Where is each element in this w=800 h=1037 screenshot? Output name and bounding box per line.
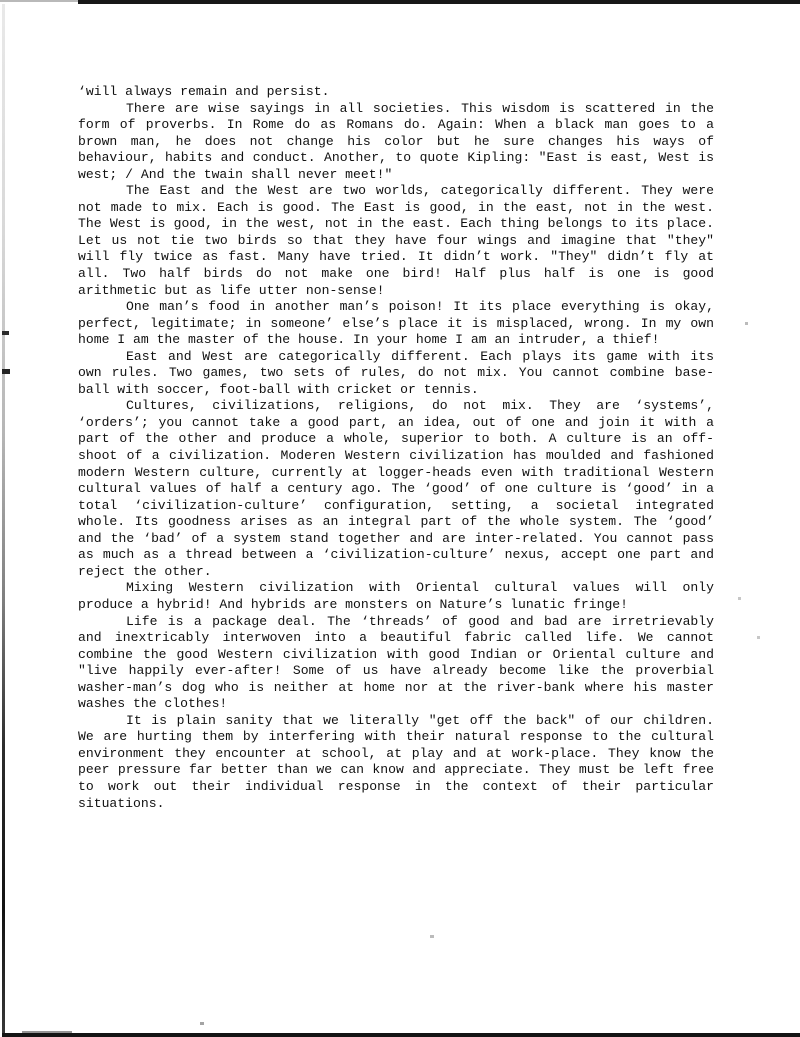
scan-speck-artifact — [2, 369, 10, 374]
paragraph-wise-sayings: There are wise sayings in all societies. This wisdom is scattered in the form of proverbs. In Rome do as Romans do. Again: When a black man goes to a brown man, he does not change his color but he sure changes his ways of behaviour, habits and conduct. Another, to quote Kipling: "East is east, West is west; / And the twain shall never meet!" — [78, 100, 714, 182]
document-body-text — [78, 84, 714, 812]
scan-speck-artifact — [757, 636, 760, 639]
scan-edge-artifact-left — [2, 4, 5, 1034]
paragraph-own-rules: East and West are categorically different. Each plays its game with its own rules. Two games, two sets of rules, do not mix. You cannot combine base-ball with soccer, foot-ball with cricket or tennis. — [78, 348, 714, 397]
paragraph-package-deal: Life is a package deal. The ‘threads’ of good and bad are irretrievably and inextricably interwoven into a beautiful fabric called life. We cannot combine the good Western civilization with good Indian or Oriental culture and "live happily ever-after! Some of us have already become like the proverbial washer-man’s dog who is neither at home nor at the river-bank where his master washes the clothes! — [78, 613, 714, 712]
scan-edge-artifact-top — [78, 0, 800, 4]
paragraph-mixing-hybrid: Mixing Western civilization with Oriental cultural values will only produce a hybrid! And hybrids are monsters on Nature’s lunatic fringe! — [78, 580, 714, 612]
paragraph-one-mans-food: One man’s food in another man’s poison! It its place everything is okay, perfect, legitimate; in someone’ else’s place it is misplaced, wrong. In my own home I am the master of the house. In your home I am an intruder, a thief! — [78, 299, 714, 348]
scan-edge-artifact-bottom — [2, 1033, 800, 1037]
scan-speck-artifact — [738, 597, 741, 600]
paragraph-east-and-west: The East and the West are two worlds, categorically different. They were not made to mix. Each is good. The East is good, in the east, not in the west. The West is good, in the west, not in the east. Each thing belongs to its place. Let us not tie two birds so that they have four wings and imagine that "they" will fly twice as fast. Many have tried. It didn’t work. "They" didn’t fly at all. Two half birds do not make one bird! Half plus half is one is good arithmetic but as life utter non-sense! — [78, 183, 714, 298]
paragraph-plain-sanity: It is plain sanity that we literally "get off the back" of our children. We are hurting them by interfering with their natural response to the cultural environment they encounter at school, at play and at work-place. They know the peer pressure far better than we can know and appreciate. They must be left free to work out their individual response in the context of their particular situations. — [78, 712, 714, 811]
scan-edge-artifact-top-left — [0, 0, 78, 2]
paragraph-continued-line: ‘will always remain and persist. — [78, 84, 330, 99]
paragraph-cultures-civilizations: Cultures, civilizations, religions, do not mix. They are ‘systems’, ‘orders’; you cannot take a good part, an idea, out of one and join it with a part of the other and produce a whole, superior to both. A culture is an off-shoot of a civilization. Moderen Western civilization has moulded and fashioned modern Western culture, currently at logger-heads even with traditional Western cultural values of half a century ago. The ‘good’ of one culture is ‘good’ in a total ‘civilization-culture’ configuration, setting, a societal integrated whole. Its goodness arises as an integral part of the whole system. The ‘good’ and the ‘bad’ of a system stand together and are inter-related. You cannot pass as much as a thread between a ‘civilization-culture’ nexus, accept one part and reject the other. — [78, 398, 714, 579]
scan-speck-artifact — [745, 322, 748, 325]
scan-speck-artifact — [200, 1022, 204, 1025]
scan-speck-artifact — [430, 935, 434, 938]
scan-speck-artifact — [2, 331, 9, 335]
